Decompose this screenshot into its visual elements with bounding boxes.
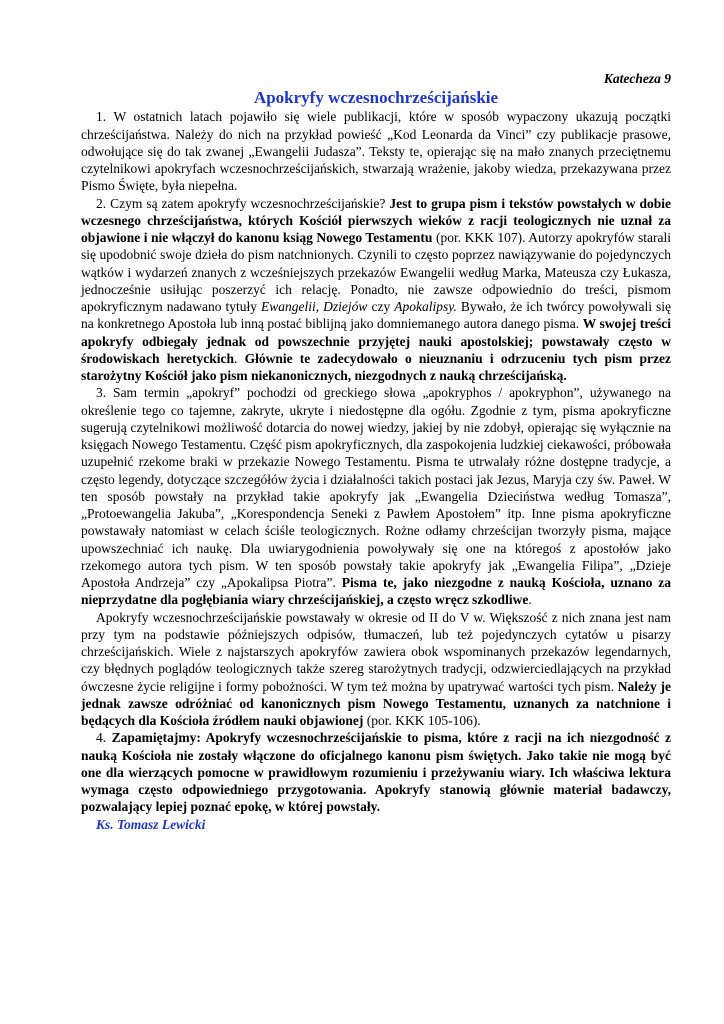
text-run: Dziejów bbox=[323, 299, 368, 314]
text-run: (por. KKK 105-106). bbox=[363, 713, 481, 728]
text-run: W swojej treści apokryfy odbiegały jednak od powszechnie przyjętej nauki apostolskiej; powstawały często w środowiskach heretyckich bbox=[81, 316, 671, 366]
text-run: Ewangelii bbox=[261, 299, 316, 314]
paragraph-2 bbox=[81, 195, 671, 385]
text-run: Apokryfy wczesnochrześcijańskie powstawały w okresie od II do V w. Większość z nich znana jest nam przy tym na podstawie późniejszych odpisów, tłumaczeń, lub też pojedynczych cytatów u pisarzy chrześcijańskich. Wiele z najstarszych apokryfów zawiera obok wspominanych przekazów legendarnych, czy błędnych poglądów teologicznych także szereg starożytnych tradycji, odzwierciedlających na przykład ówczesne życie religijne i formy pobożności. W tym też można by upatrywać wartości tych pism. bbox=[81, 609, 671, 694]
text-run: . bbox=[528, 592, 532, 608]
document-page bbox=[81, 70, 671, 833]
paragraph-4 bbox=[81, 609, 671, 730]
text-run: 4. bbox=[96, 730, 112, 746]
text-run: . bbox=[233, 350, 245, 366]
paragraph-5 bbox=[81, 729, 671, 815]
text-run: czy bbox=[367, 299, 395, 314]
text-run: (por. KKK 107). Autorzy apokryfów starali się upodobnić swoje dzieła do pism natchnionych. Czynili to często poprzez nawiązywanie do pojedynczych wątków i wydarzeń znanych z wcześniejszych przekazów Ewangelii według Marka, Mateusza czy Łukasza, jednocześnie usiłując poszerzyć ich relację. Ponadto, nie zawsze odpowiednio do treści, pismom apokryficznym nadawano tytuły bbox=[81, 230, 671, 314]
text-run: Głównie te zadecydowało o nieuznaniu i odrzuceniu tych pism przez starożytny Kościół jako pism niekanonicznych, niezgodnych z nauką chrześcijańską. bbox=[81, 350, 671, 383]
text-run: Jest to grupa pism i tekstów powstałych w dobie wczesnego chrześcijaństwa, których Kościół pierwszych wieków z racji teologicznych nie uznał za objawione i nie włączył do kanonu ksiąg Nowego Testamentu bbox=[81, 195, 671, 245]
author-signature: Ks. Tomasz Lewicki bbox=[96, 816, 206, 832]
text-run: Pisma te, jako niezgodne z nauką Kościoła, uznano za nieprzydatne dla pogłębiania wiary chrześcijańskiej, a często wręcz szkodliwe bbox=[81, 575, 671, 608]
paragraph-1 bbox=[81, 108, 671, 194]
page-title: Apokryfy wczesnochrześcijańskie bbox=[253, 88, 499, 108]
text-run: 3. Sam termin „apokryf” pochodzi od greckiego słowa „apokryphos / apokryphon”, używanego na określenie tego co tajemne, zakryte, ukryte i niedostępne dla ogółu. Zgodnie z tym, pisma apokryficzne sugerują czytelnikowi możliwość dotarcia do nowej wiedzy, jakiej by nie zdobył, opierając się wyłącznie na księgach Nowego Testamentu. Część pism apokryficznych, dla zaspokojenia ludzkiej ciekawości, próbowała uzupełnić rzekome braki w przekazie Nowego Testamentu. Pisma te utrwalały różne dostępne tradycje, a często legendy, dotyczące szczegółów życia i działalności takich postaci jak Jezus, Maryja czy św. Paweł. W ten sposób powstały na przykład takie apokryfy jak „Ewangelia Dzieciństwa według Tomasza”, „Protoewangelia Jakuba”, „Korespondencja Seneki z Pawłem Apostołem” itp. Inne pisma apokryficzne powstawały natomiast w celach ściśle teologicznych. Rożne odłamy chrześcijan tworzyły pisma, mające upowszechniać ich naukę. Dla uwiarygodnienia powoływały się one na któregoś z apostołów jako rzekomego autora tych pism. W ten sposób powstały takie apokryfy jak „Ewangelia Filipa”, „Dzieje Apostoła Andrzeja” czy „Apokalipsa Piotra”. bbox=[81, 385, 671, 590]
text-run: Należy je jednak zawsze odróżniać od kanonicznych pism Nowego Testamentu, uznanych za natchnione i będących dla Kościoła źródłem nauki objawionej bbox=[81, 678, 671, 728]
text-run: 2. Czym są zatem apokryfy wczesnochrześcijańskie? bbox=[96, 195, 390, 211]
text-run: Bywało, że ich twórcy powoływali się na konkretnego Apostoła lub inną postać biblijną jako domniemanego autora danego pisma. bbox=[81, 299, 672, 332]
text-run: , bbox=[315, 299, 324, 314]
catechesis-label: Katecheza 9 bbox=[603, 71, 671, 86]
paragraph-3 bbox=[81, 384, 671, 608]
text-run: 1. W ostatnich latach pojawiło się wiele publikacji, które w sposób wypaczony ukazują początki chrześcijaństwa. Należy do nich na przykład powieść „Kod Leonarda da Vinci” czy publikacje prasowe, odwołujące się do tak zwanej „Ewangelii Judasza”. Teksty te, opierając się na mało znanych przeciętnemu czytelnikowi apokryfach wczesnochrześcijańskich, stwarzają wrażenie, jakoby wiedza, przekazywana przez Pismo Święte, była niepełna. bbox=[81, 109, 671, 194]
text-run: Zapamiętajmy: Apokryfy wczesnochrześcijańskie to pisma, które z racji na ich niezgodność z nauką Kościoła nie zostały włączone do oficjalnego kanonu pism świętych. Jako takie nie mogą być one dla wierzących pomocne w prawidłowym rozumieniu i przeżywaniu wiary. Ich właściwa lektura wymaga często odpowiedniego przygotowania. Apokryfy stanowią głównie materiał badawczy, pozwalający lepiej poznać epokę, w której powstały. bbox=[81, 730, 672, 815]
text-run: Apokalipsy. bbox=[394, 299, 457, 314]
